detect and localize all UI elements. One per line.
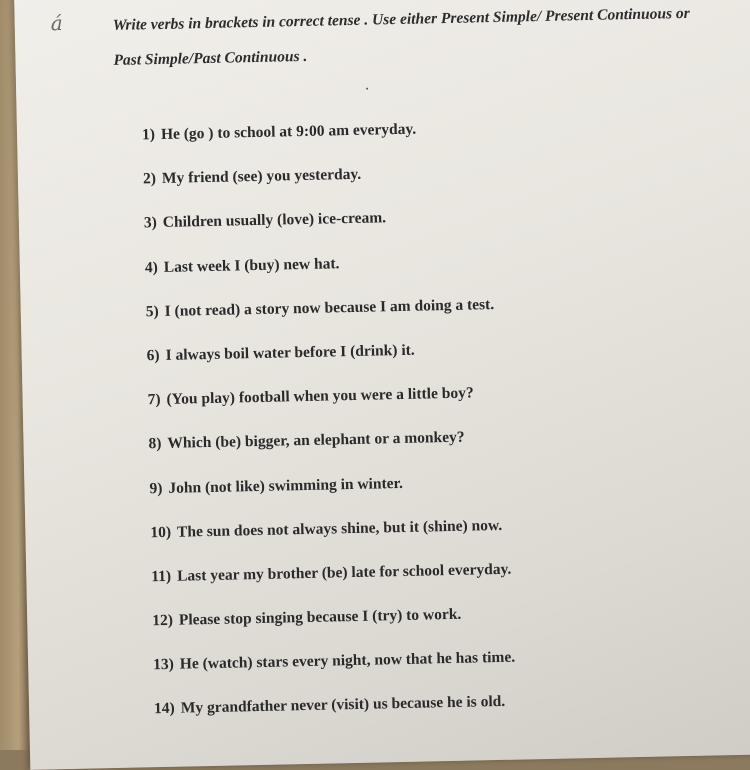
exercise-item [145, 249, 508, 301]
exercise-text: He (go ) to school at 9:00 am everyday. [160, 120, 417, 143]
exercise-item [149, 470, 512, 522]
exercise-text: He (watch) stars every night, now that he has time. [179, 648, 516, 673]
exercise-item [147, 382, 510, 434]
exercise-text: Please stop singing because I (try) to work. [178, 605, 462, 629]
exercise-item [146, 338, 509, 390]
instructions-text: Write verbs in brackets in correct tense . Use either Present Simple/ Present Continuous or Past Simple/Past Continuous . [112, 4, 690, 69]
exercise-item [143, 161, 506, 213]
exercise-item [144, 205, 507, 257]
exercise-number: 4) [144, 258, 158, 276]
exercise-number: 14) [153, 700, 175, 718]
exercise-text: Last week I (buy) new hat. [163, 254, 340, 276]
exercise-list [142, 117, 517, 743]
exercise-item [148, 426, 511, 478]
exercise-number: 9) [149, 479, 163, 497]
exercise-number: 3) [143, 214, 158, 232]
exercise-text: I (not read) a story now because I am doing a test. [164, 295, 495, 320]
exercise-text: Last year my brother (be) late for school everyday. [176, 560, 512, 585]
exercise-number: 11) [151, 567, 172, 586]
exercise-item [142, 117, 505, 169]
exercise-text: John (not like) swimming in winter. [168, 474, 404, 497]
exercise-text: My friend (see) you yesterday. [161, 165, 362, 188]
exercise-number: 10) [150, 523, 172, 541]
exercise-item [150, 514, 513, 566]
exercise-number: 12) [152, 611, 174, 630]
exercise-text: (You play) football when you were a little boy? [166, 384, 474, 409]
exercise-text: Which (be) bigger, an elephant or a monkey? [167, 428, 465, 453]
exercise-text: My grandfather never (visit) us because he is old. [180, 693, 506, 718]
worksheet-paper [14, 0, 750, 770]
exercise-item [153, 647, 516, 699]
exercise-number: 8) [148, 435, 162, 453]
exercise-item [151, 559, 514, 611]
exercise-number: 13) [152, 656, 175, 674]
exercise-item [152, 603, 515, 655]
exercise-item [154, 691, 517, 743]
exercise-text: Children usually (love) ice-cream. [162, 209, 387, 232]
exercise-number: 6) [146, 346, 160, 365]
ink-speck [366, 88, 368, 90]
exercise-number: 2) [142, 170, 157, 188]
exercise-text: I always boil water before I (drink) it. [165, 341, 415, 364]
exercise-text: The sun does not always shine, but it (shine) now. [176, 516, 503, 541]
exercise-number: 1) [141, 126, 156, 144]
exercise-number: 5) [145, 302, 159, 321]
margin-handwritten-mark: á [50, 10, 63, 36]
exercise-item [146, 293, 509, 345]
exercise-number: 7) [147, 391, 161, 409]
